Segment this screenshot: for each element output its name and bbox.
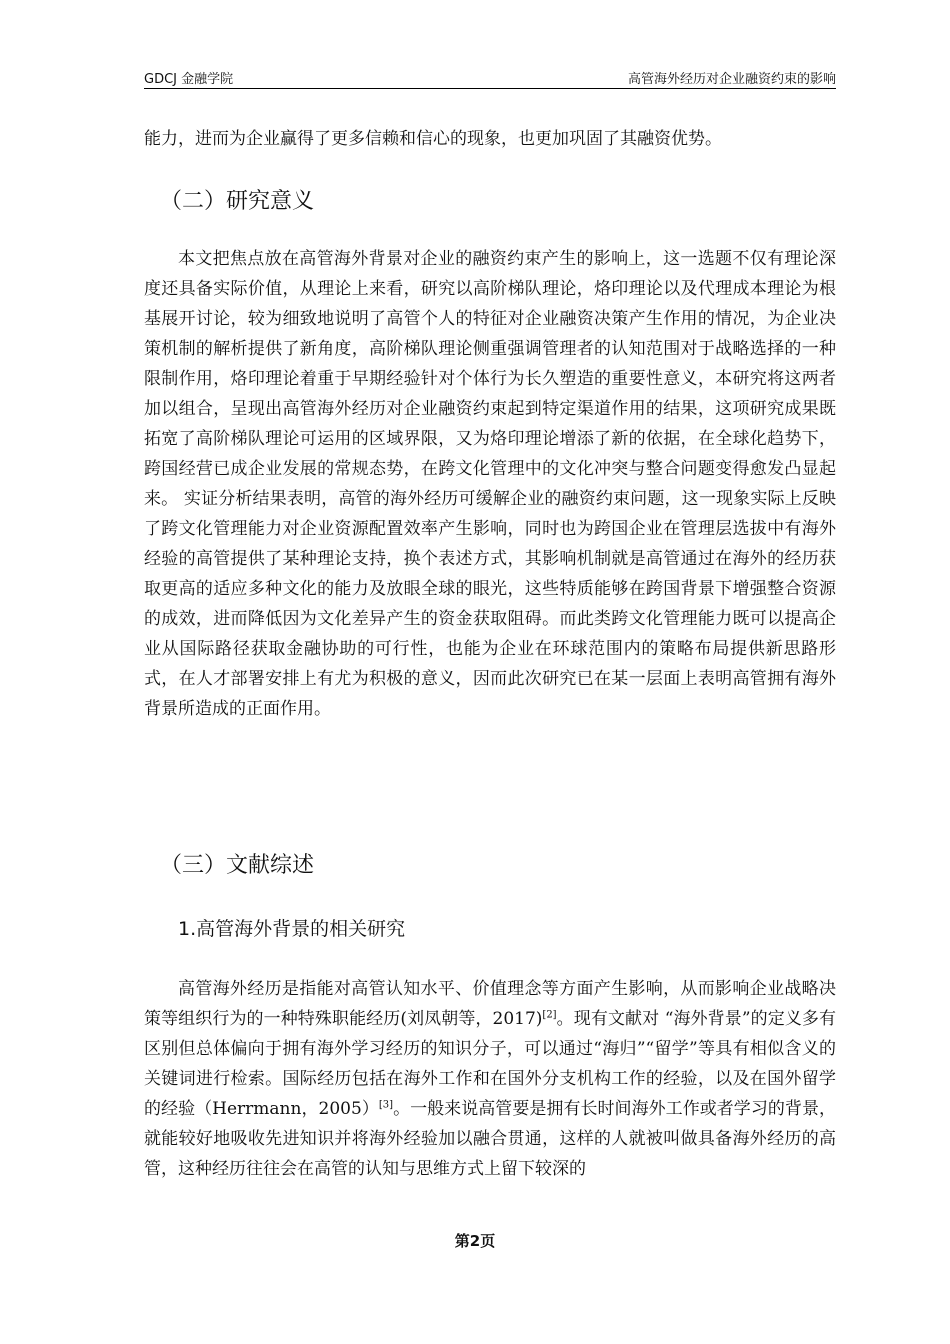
citation-ref-3[interactable]: [3] (378, 1099, 394, 1111)
running-header (144, 66, 836, 89)
paragraph-text-part1: 高管海外经历是指能对高管认知水平、价值理念等方面产生影响，从而影响企业战略决策等组织行为的一种特殊职能经历(刘凤朝等，2017) (144, 979, 836, 1029)
citation-ref-2[interactable]: [2] (542, 1009, 557, 1021)
paragraph-overseas-background (144, 974, 836, 1184)
subsection-heading-overseas-background: 1.高管海外背景的相关研究 (178, 918, 406, 940)
paragraph-text-part2: 。现有文献对 “海外背景”的定义多有区别但总体偏向于拥有海外学习经历的知识分子，可以通过“海归”“留学”等具有相似含义的关键词进行检索。国际经历包括在海外工作和在国外分支机构工作的经验，以及在国外留学的经验（Herrmann，2005） (144, 1009, 836, 1119)
section-heading-significance: （二）研究意义 (160, 189, 315, 214)
section-heading-literature-review: （三）文献综述 (160, 853, 315, 878)
header-institution: GDCJ 金融学院 (144, 72, 234, 87)
page-number: 第2页 (454, 1232, 496, 1250)
header-paper-title: 高管海外经历对企业融资约束的影响 (627, 72, 836, 87)
paragraph-significance: 本文把焦点放在高管海外背景对企业的融资约束产生的影响上，这一选题不仅有理论深度还具备实际价值，从理论上来看，研究以高阶梯队理论，烙印理论以及代理成本理论为根基展开讨论，较为细致地说明了高管个人的特征对企业融资决策产生作用的情况，为企业决策机制的解析提供了新角度，高阶梯队理论侧重强调管理者的认知范围对于战略选择的一种限制作用，烙印理论着重于早期经验针对个体行为长久塑造的重要性意义，本研究将这两者加以组合，呈现出高管海外经历对企业融资约束起到特定渠道作用的结果，这项研究成果既拓宽了高阶梯队理论可运用的区域界限，又为烙印理论增添了新的依据，在全球化趋势下，跨国经营已成企业发展的常规态势，在跨文化管理中的文化冲突与整合问题变得愈发凸显起来。 实证分析结果表明，高管的海外经历可缓解企业的融资约束问题，这一现象实际上反映了跨文化管理能力对企业资源配置效率产生影响，同时也为跨国企业在管理层选拔中有海外经验的高管提供了某种理论支持，换个表述方式，其影响机制就是高管通过在海外的经历获取更高的适应多种文化的能力及放眼全球的眼光，这些特质能够在跨国背景下增强整合资源的成效，进而降低因为文化差异产生的资金获取阻碍。而此类跨文化管理能力既可以提高企业从国际路径获取金融协助的可行性，也能为企业在环球范围内的策略布局提供新思路形式，在人才部署安排上有尤为积极的意义，因而此次研究已在某一层面上表明高管拥有海外背景所造成的正面作用。 (144, 249, 836, 719)
paragraph-text-part3: 。一般来说高管要是拥有长时间海外工作或者学习的背景，就能较好地吸收先进知识并将海外经验加以融合贯通，这样的人就被叫做具备海外经历的高管，这种经历往往会在高管的认知与思维方式上留下较深的 (144, 1099, 836, 1179)
paragraph-continuation: 能力，进而为企业赢得了更多信赖和信心的现象，也更加巩固了其融资优势。 (144, 129, 722, 149)
